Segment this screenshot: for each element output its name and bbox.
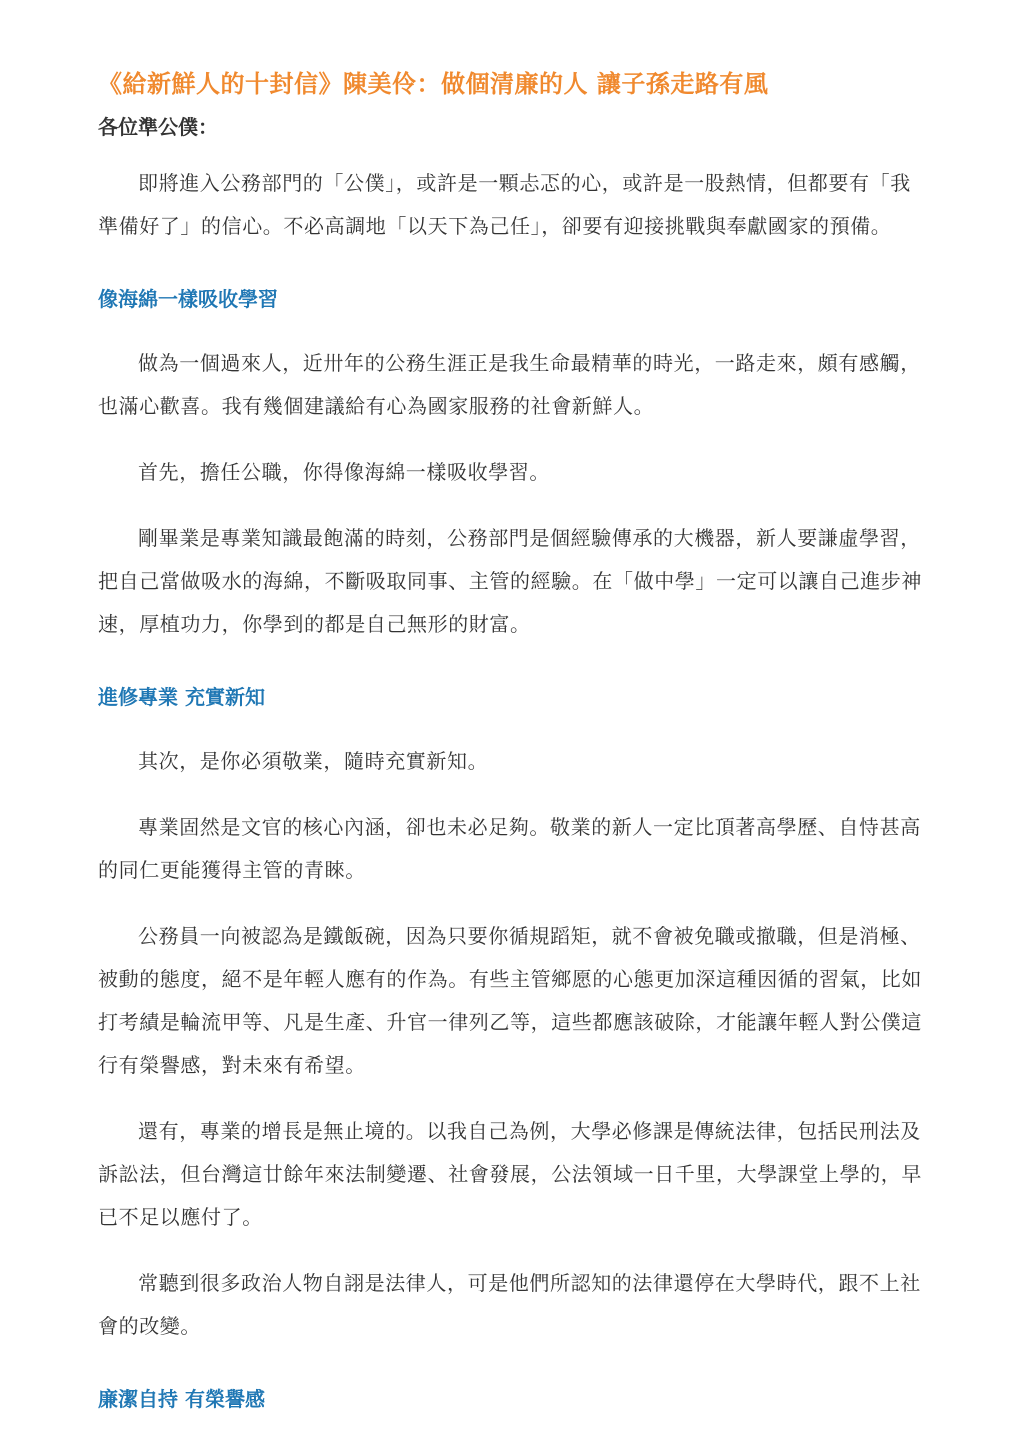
paragraph: 還有，專業的增長是無止境的。以我自己為例，大學必修課是傳統法律，包括民刑法及訴訟法，但台灣這廿餘年來法制變遷、社會發展，公法領域一日千里，大學課堂上學的，早已不足以應付了。 (98, 1119, 922, 1229)
paragraph: 常聽到很多政治人物自詡是法律人，可是他們所認知的法律還停在大學時代，跟不上社會的改變。 (98, 1271, 921, 1338)
article-title: 《給新鮮人的十封信》陳美伶：做個清廉的人 讓子孫走路有風 (98, 70, 769, 98)
paragraph: 首先，擔任公職，你得像海綿一樣吸收學習。 (138, 460, 550, 484)
section-heading: 進修專業 充實新知 (98, 685, 265, 709)
article (98, 64, 928, 1414)
salutation: 各位準公僕： (98, 115, 218, 139)
section-heading: 廉潔自持 有榮譽感 (98, 1387, 265, 1411)
paragraph: 公務員一向被認為是鐵飯碗，因為只要你循規蹈矩，就不會被免職或撤職，但是消極、被動的態度，絕不是年輕人應有的作為。有些主管鄉愿的心態更加深這種因循的習氣，比如打考績是輪流甲等、凡是生產、升官一律列乙等，這些都應該破除，才能讓年輕人對公僕這行有榮譽感，對未來有希望。 (98, 924, 922, 1077)
paragraph: 專業固然是文官的核心內涵，卻也未必足夠。敬業的新人一定比頂著高學歷、自恃甚高的同仁更能獲得主管的青睞。 (98, 815, 921, 882)
paragraph: 其次，是你必須敬業，隨時充實新知。 (138, 749, 489, 773)
paragraph: 做為一個過來人，近卅年的公務生涯正是我生命最精華的時光，一路走來，頗有感觸，也滿心歡喜。我有幾個建議給有心為國家服務的社會新鮮人。 (98, 351, 921, 418)
paragraph: 剛畢業是專業知識最飽滿的時刻，公務部門是個經驗傳承的大機器，新人要謙虛學習，把自己當做吸水的海綿，不斷吸取同事、主管的經驗。在「做中學」一定可以讓自己進步神速，厚植功力，你學到的都是自己無形的財富。 (98, 526, 922, 636)
section-heading: 像海綿一樣吸收學習 (98, 287, 278, 311)
paragraph: 即將進入公務部門的「公僕」，或許是一顆忐忑的心，或許是一股熱情，但都要有「我準備好了」的信心。不必高調地「以天下為己任」，卻要有迎接挑戰與奉獻國家的預備。 (98, 171, 911, 238)
